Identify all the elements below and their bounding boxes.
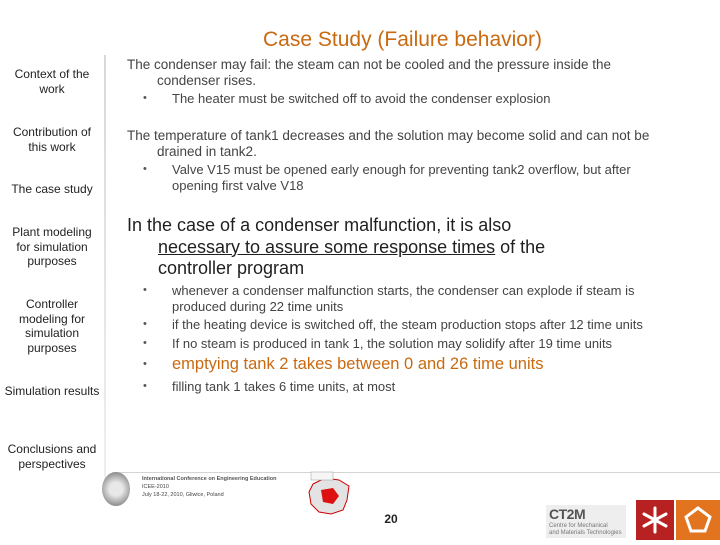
asterisk-icon (636, 500, 674, 540)
conference-info (142, 475, 302, 499)
bullet-text-solidify: If no steam is produced in tank 1, the solution may solidify after 19 time units (172, 336, 613, 351)
poland-map-logo (303, 470, 355, 520)
ct2m-subtitle (549, 523, 622, 537)
bullet-text-explosion (172, 283, 692, 314)
bullet-text-heater: The heater must be switched off to avoid the condenser explosion (172, 91, 551, 106)
bullet-line: Valve V15 must be opened early enough for preventing tank2 overflow, but after (172, 162, 631, 177)
sidebar-item-controller-modeling[interactable]: Controller modeling for simulation purposes (18, 297, 86, 355)
paragraph-line: The condenser may fail: the steam can not be cooled and the pressure inside the (127, 57, 612, 72)
footer-divider (112, 472, 720, 473)
paragraph-tank1-temperature (127, 128, 697, 159)
university-logo-orange (676, 500, 720, 540)
pentagon-icon (676, 500, 720, 540)
page-number: 20 (384, 512, 398, 526)
ct2m-logo (546, 505, 626, 538)
bullet-line: whenever a condenser malfunction starts, the condenser can explode if steam is (172, 283, 635, 298)
sidebar-item-conclusions[interactable]: Conclusions and perspectives (7, 442, 97, 471)
underlined-phrase: necessary to assure some response times (158, 236, 496, 257)
sidebar-item-contribution[interactable]: Contribution of this work (12, 125, 92, 154)
paragraph-line (127, 237, 672, 259)
sidebar-nav (0, 0, 104, 540)
bullet-dot: • (143, 163, 147, 175)
conference-name: International Conference on Engineering Education (142, 476, 277, 482)
bullet-dot: • (143, 380, 147, 392)
university-seal-logo (102, 472, 130, 506)
sidebar-item-context[interactable]: Context of the work (14, 67, 90, 96)
bullet-dot: • (143, 284, 147, 296)
paragraph-line: In the case of a condenser malfunction, it is also (127, 215, 512, 235)
paragraph-response-times (127, 215, 672, 280)
conference-code: ICEE-2010 (142, 484, 169, 490)
sidebar-divider (104, 55, 106, 495)
ct2m-wordmark: CT2M (549, 506, 586, 522)
bullet-text-valve (172, 162, 692, 193)
university-logo-red (636, 500, 674, 540)
paragraph-line: controller program (158, 258, 305, 278)
paragraph-line: condenser rises. (157, 72, 257, 88)
bullet-dot: • (143, 92, 147, 104)
paragraph-line: drained in tank2. (157, 143, 257, 159)
sidebar-item-plant-modeling[interactable]: Plant modeling for simulation purposes (12, 225, 92, 268)
bullet-dot: • (143, 358, 147, 370)
paragraph-condenser-failure (127, 57, 697, 88)
phrase-rest: of the (495, 236, 546, 257)
bullet-line: produced during 22 time units (172, 298, 344, 314)
conference-dates: July 18-22, 2010, Gliwice, Poland (142, 492, 224, 498)
slide-title: Case Study (Failure behavior) (263, 28, 542, 51)
sidebar-item-case-study[interactable]: The case study (11, 182, 93, 196)
bullet-dot: • (143, 337, 147, 349)
ct2m-subtitle-line: Centre for Mechanical (549, 523, 608, 529)
bullet-line: opening first valve V18 (172, 177, 304, 193)
ct2m-subtitle-line: and Materials Technologies (549, 530, 622, 536)
bullet-text-filling-tank1: filling tank 1 takes 6 time units, at most (172, 379, 396, 394)
bullet-dot: • (143, 318, 147, 330)
paragraph-line: The temperature of tank1 decreases and the solution may become solid and can not be (127, 128, 650, 143)
bullet-text-emptying-tank2: emptying tank 2 takes between 0 and 26 time units (172, 355, 544, 373)
bullet-text-heating-switch: if the heating device is switched off, the steam production stops after 12 time units (172, 317, 643, 332)
sidebar-item-simulation-results[interactable]: Simulation results (4, 384, 100, 398)
